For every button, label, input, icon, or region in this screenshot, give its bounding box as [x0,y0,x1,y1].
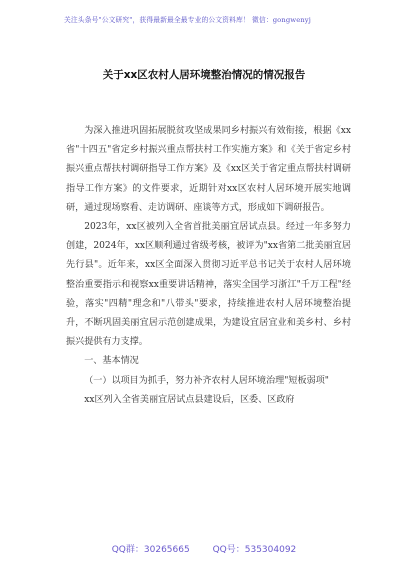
document-title: 关于xx区农村人居环境整治情况的情况报告 [102,69,306,81]
header-note: 关注头条号"公文研究"，获得最新最全最专业的公文资料库！ 微信：gongwenyj [64,16,311,24]
paragraph-continued: xx区列入全省美丽宜居试点县建设后，区委、区政府 [84,394,295,405]
document-body [66,122,351,410]
footer-contact [0,542,408,555]
footer-qq-group: QQ群：30265665 [111,545,190,555]
footer-qq-number: QQ号：535304092 [212,545,297,555]
paragraph-background: 2023年，xx区被列入全省首批美丽宜居试点县。经过一年多努力创建，2024年，xx区顺利通过省级考核，被评为"xx省第二批美丽宜居先行县"。近年来，xx区全面深入贯彻习近平总书记关于农村人居环境整治重要指示和视察xx重要讲话精神，落实全国学习浙江"千万工程"经验，落实"四精"理念和"八带头"要求，持续推进农村人居环境整治提升，不断巩固美丽宜居示范创建成果，为建设宜居宜业和美乡村、乡村振兴提供有力支撑。 [66,222,351,348]
subsection-heading: （一）以项目为抓手，努力补齐农村人居环境治理"短板弱项" [84,375,329,386]
section-heading: 一、基本情况 [84,356,139,367]
paragraph-intro: 为深入推进巩固拓展脱贫攻坚成果同乡村振兴有效衔接，根据《xx省"十四五"省定乡村振兴重点帮扶村工作实施方案》和《关于省定乡村振兴重点帮扶村调研指导工作方案》及《xx区关于省定重点帮扶村调研指导工作方案》的文件要求，近期针对xx区农村人居环境开展实地调研，通过现场察看、走访调研、座谈等方式，形成如下调研报告。 [66,126,351,213]
